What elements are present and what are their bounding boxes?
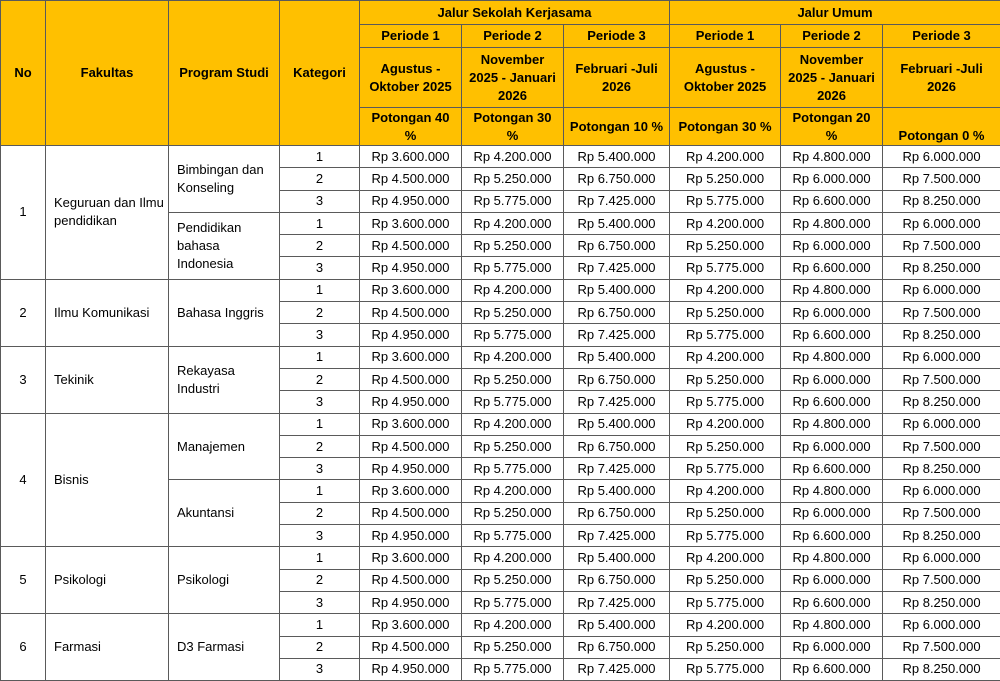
price-cell: Rp 4.200.000 xyxy=(670,547,781,569)
faculty-number: 5 xyxy=(1,547,46,614)
category-cell: 3 xyxy=(280,190,360,212)
table-row xyxy=(1,614,1000,636)
faculty-number: 4 xyxy=(1,413,46,547)
price-cell: Rp 5.775.000 xyxy=(670,658,781,680)
header-period-dates: November 2025 - Januari 2026 xyxy=(781,48,883,108)
price-cell: Rp 4.200.000 xyxy=(670,212,781,234)
header-kategori: Kategori xyxy=(280,1,360,146)
faculty-name: Psikologi xyxy=(46,547,169,614)
header-period-label: Periode 1 xyxy=(360,25,462,48)
category-cell: 2 xyxy=(280,636,360,658)
price-cell: Rp 4.200.000 xyxy=(670,346,781,368)
price-cell: Rp 4.200.000 xyxy=(670,614,781,636)
header-period-label: Periode 2 xyxy=(781,25,883,48)
program-name: Psikologi xyxy=(169,547,280,614)
header-period-dates: Februari -Juli 2026 xyxy=(564,48,670,108)
faculty-name: Tekinik xyxy=(46,346,169,413)
price-cell: Rp 6.750.000 xyxy=(564,569,670,591)
price-cell: Rp 6.750.000 xyxy=(564,168,670,190)
price-cell: Rp 5.250.000 xyxy=(462,569,564,591)
price-cell: Rp 6.750.000 xyxy=(564,502,670,524)
price-cell: Rp 5.775.000 xyxy=(462,391,564,413)
category-cell: 3 xyxy=(280,257,360,279)
price-cell: Rp 4.950.000 xyxy=(360,591,462,613)
price-cell: Rp 5.400.000 xyxy=(564,212,670,234)
price-cell: Rp 5.250.000 xyxy=(462,235,564,257)
price-cell: Rp 5.250.000 xyxy=(462,168,564,190)
price-cell: Rp 5.400.000 xyxy=(564,346,670,368)
price-cell: Rp 5.250.000 xyxy=(670,368,781,390)
price-cell: Rp 6.750.000 xyxy=(564,368,670,390)
price-cell: Rp 4.950.000 xyxy=(360,525,462,547)
price-cell: Rp 6.600.000 xyxy=(781,190,883,212)
price-cell: Rp 5.400.000 xyxy=(564,547,670,569)
price-cell: Rp 5.775.000 xyxy=(462,658,564,680)
category-cell: 2 xyxy=(280,435,360,457)
program-name: Rekayasa Industri xyxy=(169,346,280,413)
category-cell: 1 xyxy=(280,279,360,301)
table-row xyxy=(1,146,1000,168)
price-cell: Rp 6.600.000 xyxy=(781,391,883,413)
price-cell: Rp 4.800.000 xyxy=(781,614,883,636)
price-cell: Rp 5.250.000 xyxy=(462,302,564,324)
price-cell: Rp 4.800.000 xyxy=(781,413,883,435)
price-cell: Rp 5.775.000 xyxy=(462,458,564,480)
price-cell: Rp 3.600.000 xyxy=(360,279,462,301)
category-cell: 3 xyxy=(280,525,360,547)
price-cell: Rp 5.775.000 xyxy=(670,525,781,547)
price-cell: Rp 5.250.000 xyxy=(462,368,564,390)
category-cell: 2 xyxy=(280,502,360,524)
program-name: Akuntansi xyxy=(169,480,280,547)
price-cell: Rp 7.425.000 xyxy=(564,324,670,346)
price-cell: Rp 6.600.000 xyxy=(781,525,883,547)
price-cell: Rp 4.200.000 xyxy=(462,547,564,569)
price-cell: Rp 5.775.000 xyxy=(670,257,781,279)
price-cell: Rp 4.500.000 xyxy=(360,502,462,524)
price-cell: Rp 6.000.000 xyxy=(781,302,883,324)
price-cell: Rp 4.200.000 xyxy=(462,614,564,636)
category-cell: 1 xyxy=(280,346,360,368)
price-cell: Rp 5.400.000 xyxy=(564,614,670,636)
program-name: Bahasa Inggris xyxy=(169,279,280,346)
price-cell: Rp 5.250.000 xyxy=(462,502,564,524)
price-cell: Rp 7.500.000 xyxy=(883,435,1000,457)
table-row xyxy=(1,346,1000,368)
header-period-dates: Agustus - Oktober 2025 xyxy=(360,48,462,108)
price-cell: Rp 4.500.000 xyxy=(360,435,462,457)
price-cell: Rp 4.200.000 xyxy=(670,480,781,502)
price-cell: Rp 5.250.000 xyxy=(670,569,781,591)
price-cell: Rp 7.500.000 xyxy=(883,168,1000,190)
price-cell: Rp 5.250.000 xyxy=(462,435,564,457)
header-group-kerjasama: Jalur Sekolah Kerjasama xyxy=(360,1,670,25)
price-cell: Rp 8.250.000 xyxy=(883,658,1000,680)
price-cell: Rp 5.250.000 xyxy=(670,302,781,324)
price-cell: Rp 6.000.000 xyxy=(781,636,883,658)
category-cell: 1 xyxy=(280,480,360,502)
table-row xyxy=(1,413,1000,435)
faculty-name: Ilmu Komunikasi xyxy=(46,279,169,346)
price-cell: Rp 6.600.000 xyxy=(781,257,883,279)
price-cell: Rp 4.200.000 xyxy=(462,212,564,234)
program-name: Manajemen xyxy=(169,413,280,480)
price-cell: Rp 8.250.000 xyxy=(883,190,1000,212)
price-cell: Rp 5.775.000 xyxy=(670,458,781,480)
header-no: No xyxy=(1,1,46,146)
price-cell: Rp 3.600.000 xyxy=(360,146,462,168)
header-program-studi: Program Studi xyxy=(169,1,280,146)
price-cell: Rp 4.500.000 xyxy=(360,168,462,190)
price-cell: Rp 5.775.000 xyxy=(462,257,564,279)
price-cell: Rp 4.950.000 xyxy=(360,190,462,212)
price-cell: Rp 7.500.000 xyxy=(883,502,1000,524)
price-cell: Rp 6.000.000 xyxy=(883,614,1000,636)
price-cell: Rp 4.200.000 xyxy=(462,279,564,301)
price-cell: Rp 5.400.000 xyxy=(564,146,670,168)
price-cell: Rp 4.200.000 xyxy=(670,413,781,435)
price-cell: Rp 8.250.000 xyxy=(883,324,1000,346)
price-cell: Rp 4.800.000 xyxy=(781,346,883,368)
price-cell: Rp 5.250.000 xyxy=(462,636,564,658)
price-cell: Rp 6.000.000 xyxy=(883,480,1000,502)
price-cell: Rp 4.200.000 xyxy=(462,413,564,435)
price-cell: Rp 3.600.000 xyxy=(360,212,462,234)
price-cell: Rp 5.775.000 xyxy=(670,391,781,413)
price-cell: Rp 6.750.000 xyxy=(564,435,670,457)
table-row xyxy=(1,279,1000,301)
price-cell: Rp 3.600.000 xyxy=(360,480,462,502)
price-cell: Rp 5.775.000 xyxy=(462,190,564,212)
header-period-label: Periode 3 xyxy=(564,25,670,48)
price-cell: Rp 8.250.000 xyxy=(883,391,1000,413)
category-cell: 1 xyxy=(280,614,360,636)
program-name: Pendidikan bahasa Indonesia xyxy=(169,212,280,279)
price-cell: Rp 4.800.000 xyxy=(781,547,883,569)
price-cell: Rp 5.775.000 xyxy=(670,591,781,613)
header-period-discount: Potongan 20 % xyxy=(781,108,883,146)
price-cell: Rp 6.750.000 xyxy=(564,235,670,257)
price-cell: Rp 3.600.000 xyxy=(360,614,462,636)
category-cell: 2 xyxy=(280,368,360,390)
price-cell: Rp 4.950.000 xyxy=(360,391,462,413)
header-period-label: Periode 1 xyxy=(670,25,781,48)
price-cell: Rp 7.500.000 xyxy=(883,368,1000,390)
category-cell: 2 xyxy=(280,302,360,324)
price-cell: Rp 5.775.000 xyxy=(670,324,781,346)
category-cell: 2 xyxy=(280,569,360,591)
price-cell: Rp 6.000.000 xyxy=(883,146,1000,168)
price-cell: Rp 4.950.000 xyxy=(360,324,462,346)
price-cell: Rp 6.000.000 xyxy=(781,569,883,591)
category-cell: 3 xyxy=(280,324,360,346)
category-cell: 2 xyxy=(280,235,360,257)
program-name: Bimbingan dan Konseling xyxy=(169,146,280,213)
category-cell: 1 xyxy=(280,146,360,168)
header-period-discount: Potongan 0 % xyxy=(883,108,1000,146)
price-cell: Rp 6.000.000 xyxy=(781,502,883,524)
category-cell: 3 xyxy=(280,458,360,480)
header-period-dates: Agustus - Oktober 2025 xyxy=(670,48,781,108)
header-period-label: Periode 3 xyxy=(883,25,1000,48)
price-cell: Rp 4.950.000 xyxy=(360,658,462,680)
price-cell: Rp 4.950.000 xyxy=(360,458,462,480)
header-group-umum: Jalur Umum xyxy=(670,1,1000,25)
faculty-name: Bisnis xyxy=(46,413,169,547)
price-cell: Rp 7.500.000 xyxy=(883,636,1000,658)
price-cell: Rp 5.250.000 xyxy=(670,502,781,524)
price-cell: Rp 6.000.000 xyxy=(781,235,883,257)
price-cell: Rp 5.775.000 xyxy=(670,190,781,212)
header-period-discount: Potongan 30 % xyxy=(670,108,781,146)
category-cell: 1 xyxy=(280,413,360,435)
price-cell: Rp 7.425.000 xyxy=(564,257,670,279)
header-period-discount: Potongan 10 % xyxy=(564,108,670,146)
price-cell: Rp 3.600.000 xyxy=(360,413,462,435)
price-cell: Rp 4.500.000 xyxy=(360,235,462,257)
price-cell: Rp 7.500.000 xyxy=(883,302,1000,324)
price-cell: Rp 5.400.000 xyxy=(564,480,670,502)
faculty-number: 2 xyxy=(1,279,46,346)
price-cell: Rp 4.800.000 xyxy=(781,212,883,234)
price-cell: Rp 5.775.000 xyxy=(462,324,564,346)
price-cell: Rp 4.800.000 xyxy=(781,146,883,168)
category-cell: 3 xyxy=(280,658,360,680)
category-cell: 1 xyxy=(280,547,360,569)
price-cell: Rp 5.400.000 xyxy=(564,279,670,301)
category-cell: 1 xyxy=(280,212,360,234)
price-cell: Rp 6.750.000 xyxy=(564,636,670,658)
price-cell: Rp 4.500.000 xyxy=(360,636,462,658)
price-cell: Rp 6.000.000 xyxy=(781,435,883,457)
header-period-label: Periode 2 xyxy=(462,25,564,48)
faculty-number: 6 xyxy=(1,614,46,681)
price-cell: Rp 6.000.000 xyxy=(781,168,883,190)
price-cell: Rp 6.000.000 xyxy=(883,346,1000,368)
header-period-discount: Potongan 40 % xyxy=(360,108,462,146)
price-cell: Rp 4.800.000 xyxy=(781,480,883,502)
price-cell: Rp 8.250.000 xyxy=(883,458,1000,480)
price-cell: Rp 5.775.000 xyxy=(462,525,564,547)
price-cell: Rp 6.600.000 xyxy=(781,658,883,680)
price-cell: Rp 7.425.000 xyxy=(564,458,670,480)
price-cell: Rp 4.200.000 xyxy=(462,480,564,502)
price-cell: Rp 7.425.000 xyxy=(564,391,670,413)
price-cell: Rp 6.000.000 xyxy=(883,279,1000,301)
header-period-dates: Februari -Juli 2026 xyxy=(883,48,1000,108)
price-cell: Rp 6.000.000 xyxy=(883,212,1000,234)
price-cell: Rp 4.500.000 xyxy=(360,302,462,324)
header-fakultas: Fakultas xyxy=(46,1,169,146)
program-name: D3 Farmasi xyxy=(169,614,280,681)
category-cell: 3 xyxy=(280,391,360,413)
price-cell: Rp 4.200.000 xyxy=(462,346,564,368)
price-cell: Rp 5.250.000 xyxy=(670,435,781,457)
price-cell: Rp 5.250.000 xyxy=(670,636,781,658)
price-cell: Rp 7.425.000 xyxy=(564,658,670,680)
table-body xyxy=(1,146,1000,681)
faculty-name: Keguruan dan Ilmu pendidikan xyxy=(46,146,169,280)
price-cell: Rp 4.950.000 xyxy=(360,257,462,279)
faculty-name: Farmasi xyxy=(46,614,169,681)
price-cell: Rp 6.600.000 xyxy=(781,591,883,613)
price-cell: Rp 4.200.000 xyxy=(670,146,781,168)
price-cell: Rp 8.250.000 xyxy=(883,525,1000,547)
category-cell: 3 xyxy=(280,591,360,613)
price-cell: Rp 7.500.000 xyxy=(883,569,1000,591)
price-cell: Rp 6.600.000 xyxy=(781,324,883,346)
table-row xyxy=(1,547,1000,569)
price-cell: Rp 8.250.000 xyxy=(883,591,1000,613)
price-cell: Rp 4.500.000 xyxy=(360,368,462,390)
price-cell: Rp 7.425.000 xyxy=(564,525,670,547)
price-cell: Rp 7.500.000 xyxy=(883,235,1000,257)
price-cell: Rp 4.200.000 xyxy=(670,279,781,301)
price-cell: Rp 5.250.000 xyxy=(670,235,781,257)
price-cell: Rp 7.425.000 xyxy=(564,190,670,212)
header-period-dates: November 2025 - Januari 2026 xyxy=(462,48,564,108)
price-cell: Rp 6.000.000 xyxy=(883,547,1000,569)
price-cell: Rp 8.250.000 xyxy=(883,257,1000,279)
table-header xyxy=(1,1,1000,146)
price-cell: Rp 5.775.000 xyxy=(462,591,564,613)
header-period-discount: Potongan 30 % xyxy=(462,108,564,146)
faculty-number: 1 xyxy=(1,146,46,280)
price-cell: Rp 6.000.000 xyxy=(883,413,1000,435)
price-cell: Rp 4.200.000 xyxy=(462,146,564,168)
price-cell: Rp 6.000.000 xyxy=(781,368,883,390)
price-cell: Rp 4.500.000 xyxy=(360,569,462,591)
price-cell: Rp 7.425.000 xyxy=(564,591,670,613)
faculty-number: 3 xyxy=(1,346,46,413)
price-cell: Rp 3.600.000 xyxy=(360,547,462,569)
price-cell: Rp 3.600.000 xyxy=(360,346,462,368)
price-cell: Rp 6.750.000 xyxy=(564,302,670,324)
price-cell: Rp 4.800.000 xyxy=(781,279,883,301)
price-cell: Rp 6.600.000 xyxy=(781,458,883,480)
category-cell: 2 xyxy=(280,168,360,190)
price-cell: Rp 5.400.000 xyxy=(564,413,670,435)
price-cell: Rp 5.250.000 xyxy=(670,168,781,190)
